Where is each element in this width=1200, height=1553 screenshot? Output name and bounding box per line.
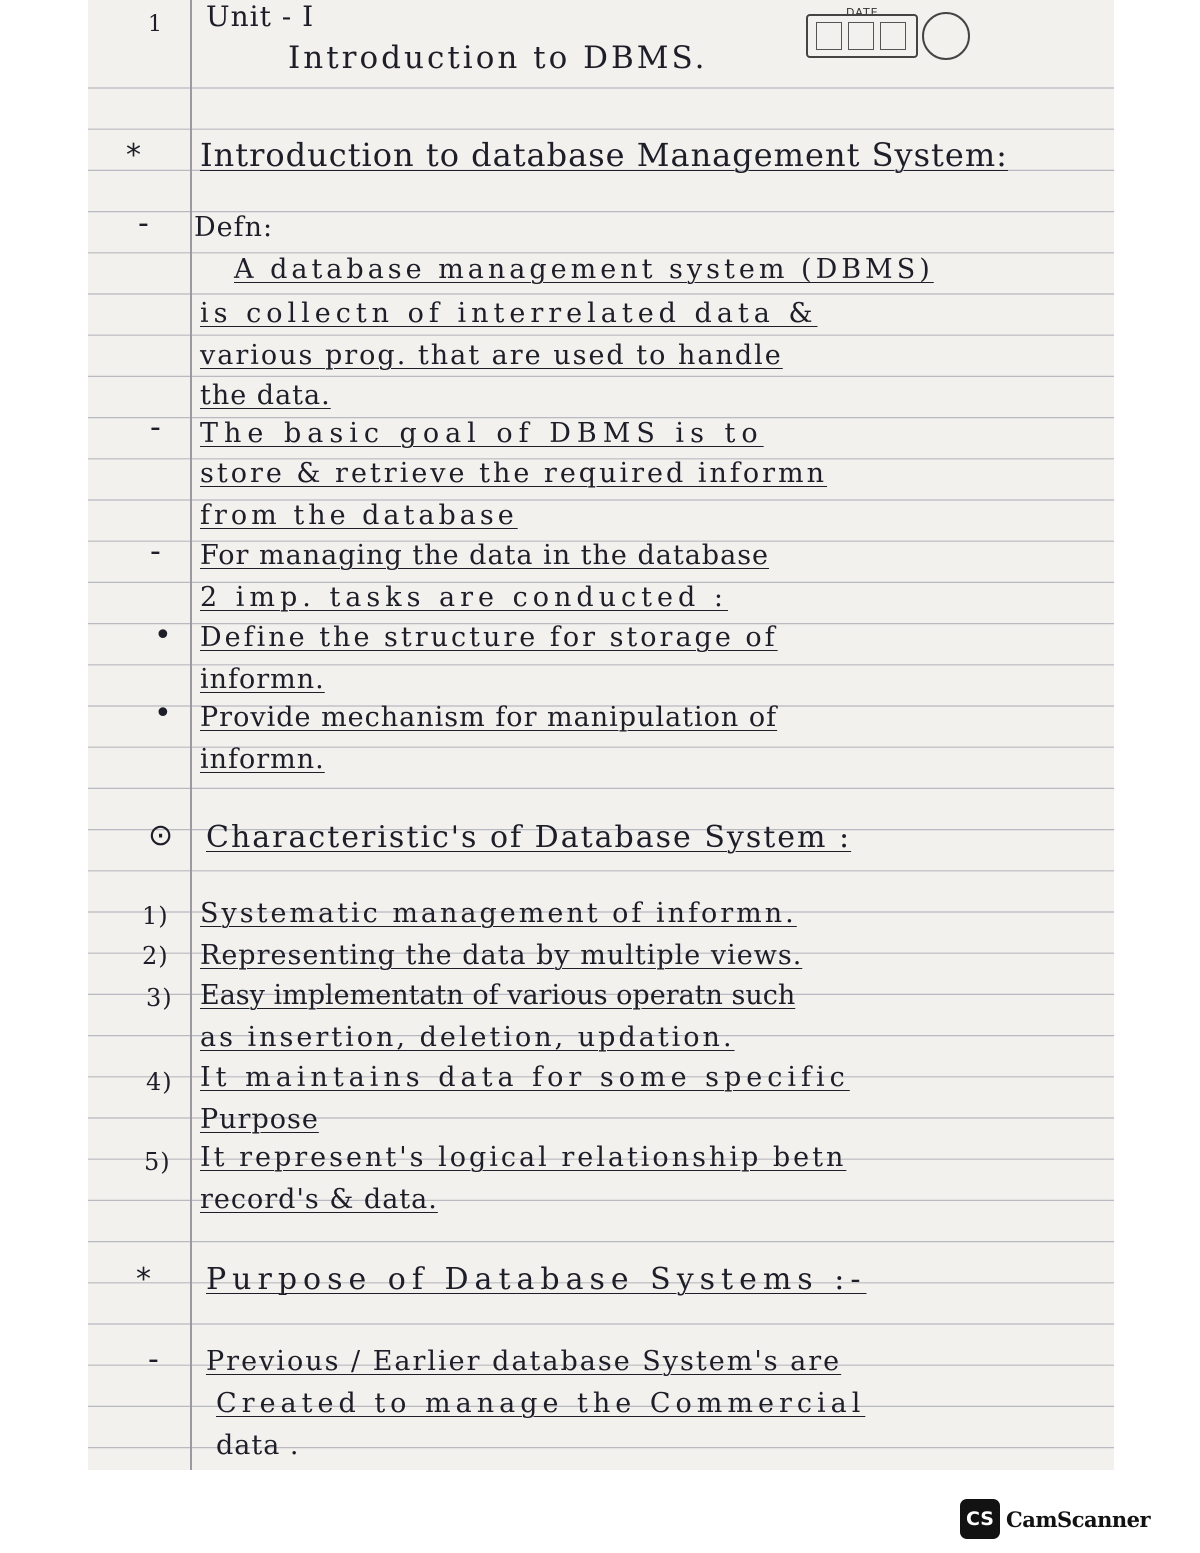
defn-line: A database management system (DBMS) xyxy=(234,254,934,285)
characteristic-line: It represent's logical relationship betn xyxy=(200,1142,847,1173)
bullet-mark: • xyxy=(154,618,172,653)
page-number: 1 xyxy=(148,12,163,37)
item-number: 2) xyxy=(142,942,169,970)
defn-line: is collectn of interrelated data & xyxy=(200,298,818,329)
characteristic-line: Easy implementatn of various operatn such xyxy=(200,980,796,1011)
date-box xyxy=(806,6,966,70)
task-line: informn. xyxy=(200,664,325,695)
dash-mark: - xyxy=(148,1342,159,1377)
intro-heading: Introduction to database Management System: xyxy=(200,136,1008,174)
defn-line: the data. xyxy=(200,380,331,411)
date-cell xyxy=(848,22,874,50)
characteristic-line: It maintains data for some specific xyxy=(200,1062,850,1093)
purpose-line: Created to manage the Commercial xyxy=(216,1388,866,1419)
item-number: 1) xyxy=(142,902,169,930)
item-number: 5) xyxy=(144,1148,171,1176)
task-line: Provide mechanism for manipulation of xyxy=(200,702,778,733)
margin-line xyxy=(190,0,192,1470)
dash-mark: - xyxy=(138,206,149,241)
characteristic-line: record's & data. xyxy=(200,1184,438,1215)
item-number: 3) xyxy=(146,984,173,1012)
camscanner-logo: CS xyxy=(960,1499,1000,1539)
managing-line: 2 imp. tasks are conducted : xyxy=(200,582,728,613)
defn-line: various prog. that are used to handle xyxy=(200,340,783,371)
date-circle xyxy=(922,12,970,60)
bullet-mark: • xyxy=(154,696,172,731)
goal-line: store & retrieve the required informn xyxy=(200,458,828,489)
characteristic-line: Systematic management of informn. xyxy=(200,898,797,929)
characteristics-heading: Characteristic's of Database System : xyxy=(206,820,852,855)
purpose-heading: Purpose of Database Systems :- xyxy=(206,1262,867,1297)
circle-mark: ⊙ xyxy=(148,818,174,853)
unit-label: Unit - I xyxy=(206,0,315,33)
chapter-title: Introduction to DBMS. xyxy=(288,40,708,76)
camscanner-name: CamScanner xyxy=(1006,1506,1151,1532)
managing-line: For managing the data in the database xyxy=(200,540,770,571)
characteristic-line: Representing the data by multiple views. xyxy=(200,940,803,971)
purpose-line: data . xyxy=(216,1430,300,1461)
date-cell xyxy=(880,22,906,50)
goal-line: from the database xyxy=(200,500,518,531)
dash-mark: - xyxy=(150,534,161,569)
item-number: 4) xyxy=(146,1068,173,1096)
task-line: informn. xyxy=(200,744,325,775)
defn-label: Defn: xyxy=(194,212,274,243)
purpose-line: Previous / Earlier database System's are xyxy=(206,1346,842,1377)
characteristic-line: Purpose xyxy=(200,1104,319,1135)
notebook-page xyxy=(88,0,1114,1470)
star-mark: * xyxy=(126,138,141,173)
date-cell xyxy=(816,22,842,50)
camscanner-watermark xyxy=(960,1497,1150,1541)
dash-mark: - xyxy=(150,410,161,445)
goal-line: The basic goal of DBMS is to xyxy=(200,418,764,449)
characteristic-line: as insertion, deletion, updation. xyxy=(200,1022,735,1053)
task-line: Define the structure for storage of xyxy=(200,622,778,653)
star-mark: * xyxy=(136,1262,151,1297)
date-label: DATE xyxy=(846,6,879,19)
